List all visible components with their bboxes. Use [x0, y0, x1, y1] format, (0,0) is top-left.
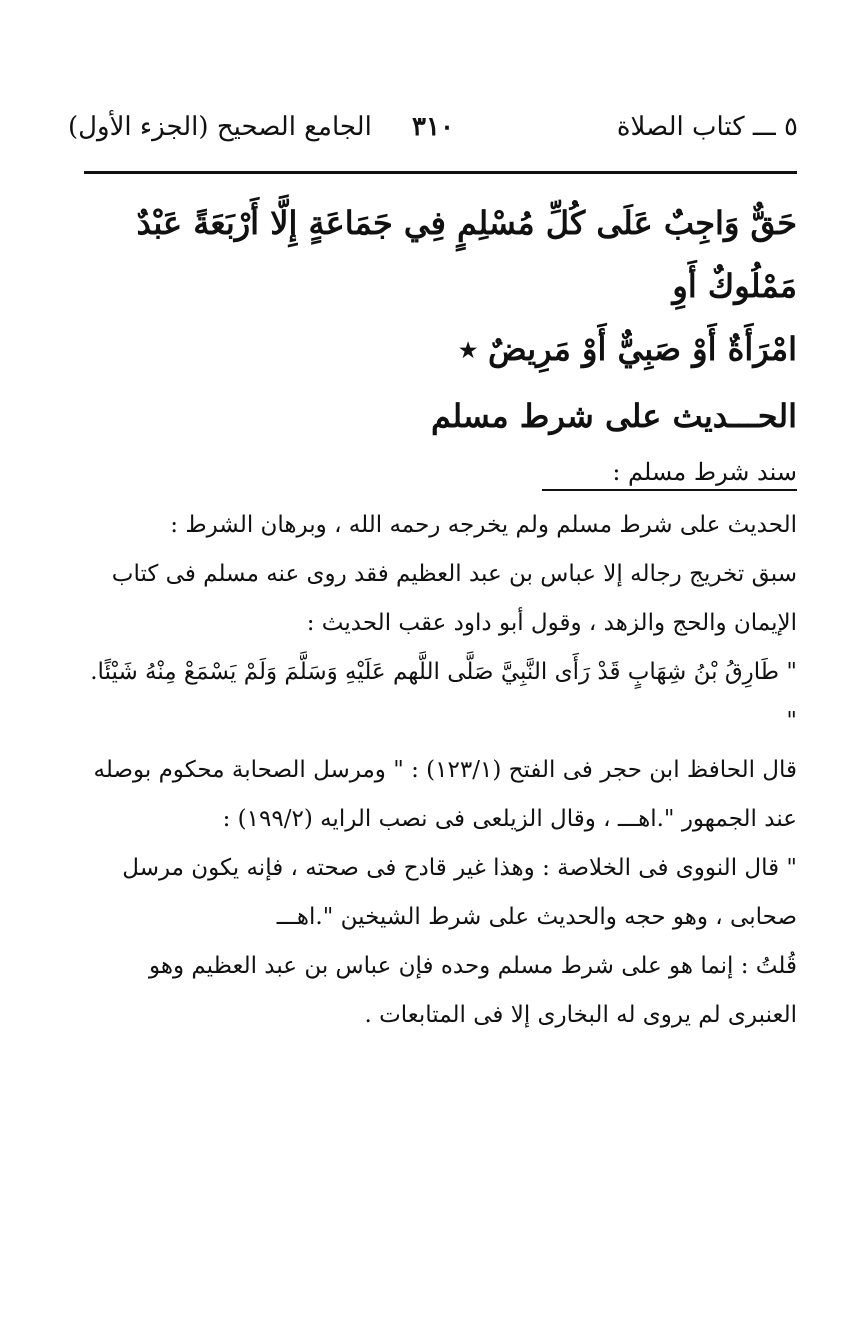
- page-header: [68, 112, 798, 152]
- header-divider: [84, 171, 797, 174]
- paragraph-5: " قال النووى فى الخلاصة : وهذا غير قادح فى صحته ، فإنه يكون مرسل صحابى ، وهو حجه والحديث على شرط الشيخين ".اهـــ: [122, 855, 797, 930]
- paragraph-6: قُلتُ : إنما هو على شرط مسلم وحده فإن عباس بن عبد العظيم وهو العنبرى لم يروى له البخارى إلا فى المتابعات .: [148, 953, 797, 1028]
- paragraph-3: " طَارِقُ بْنُ شِهَابٍ قَدْ رَأَى النَّبِيَّ صَلَّى اللَّهم عَلَيْهِ وَسَلَّمَ وَلَمْ يَسْمَعْ مِنْهُ شَيْئًا. ": [90, 659, 797, 734]
- paragraph-4: قال الحافظ ابن حجر فى الفتح (١٢٣/١) : " ومرسل الصحابة محكوم بوصله عند الجمهور ".اهـــ ، وقال الزيلعى فى نصب الرايه (١٩٩/٢) :: [93, 757, 797, 832]
- hadith-line-1: حَقٌّ وَاجِبٌ عَلَى كُلِّ مُسْلِمٍ فِي جَمَاعَةٍ إِلَّا أَرْبَعَةً عَبْدٌ مَمْلُوكٌ أَوِ: [136, 204, 797, 305]
- section-subheading: سند شرط مسلم :: [542, 455, 797, 491]
- subheading-wrapper: [75, 451, 797, 501]
- paragraph-2: سبق تخريج رجاله إلا عباس بن عبد العظيم فقد روى عنه مسلم فى كتاب الإيمان والحج والزهد ، وقول أبو داود عقب الحديث :: [111, 561, 797, 636]
- hadith-line-2: امْرَأَةٌ أَوْ صَبِيٌّ أَوْ مَرِيضٌ ٭: [459, 330, 797, 368]
- page-number: ٣١٠: [412, 112, 454, 142]
- paragraph-1: الحديث على شرط مسلم ولم يخرجه رحمه الله ، وبرهان الشرط :: [170, 512, 797, 538]
- chapter-title: ٥ ـــ كتاب الصلاة: [616, 112, 798, 142]
- book-title: الجامع الصحيح (الجزء الأول): [68, 112, 372, 142]
- section-heading: الحـــديث على شرط مسلم: [431, 397, 797, 435]
- page-body: [75, 192, 797, 1040]
